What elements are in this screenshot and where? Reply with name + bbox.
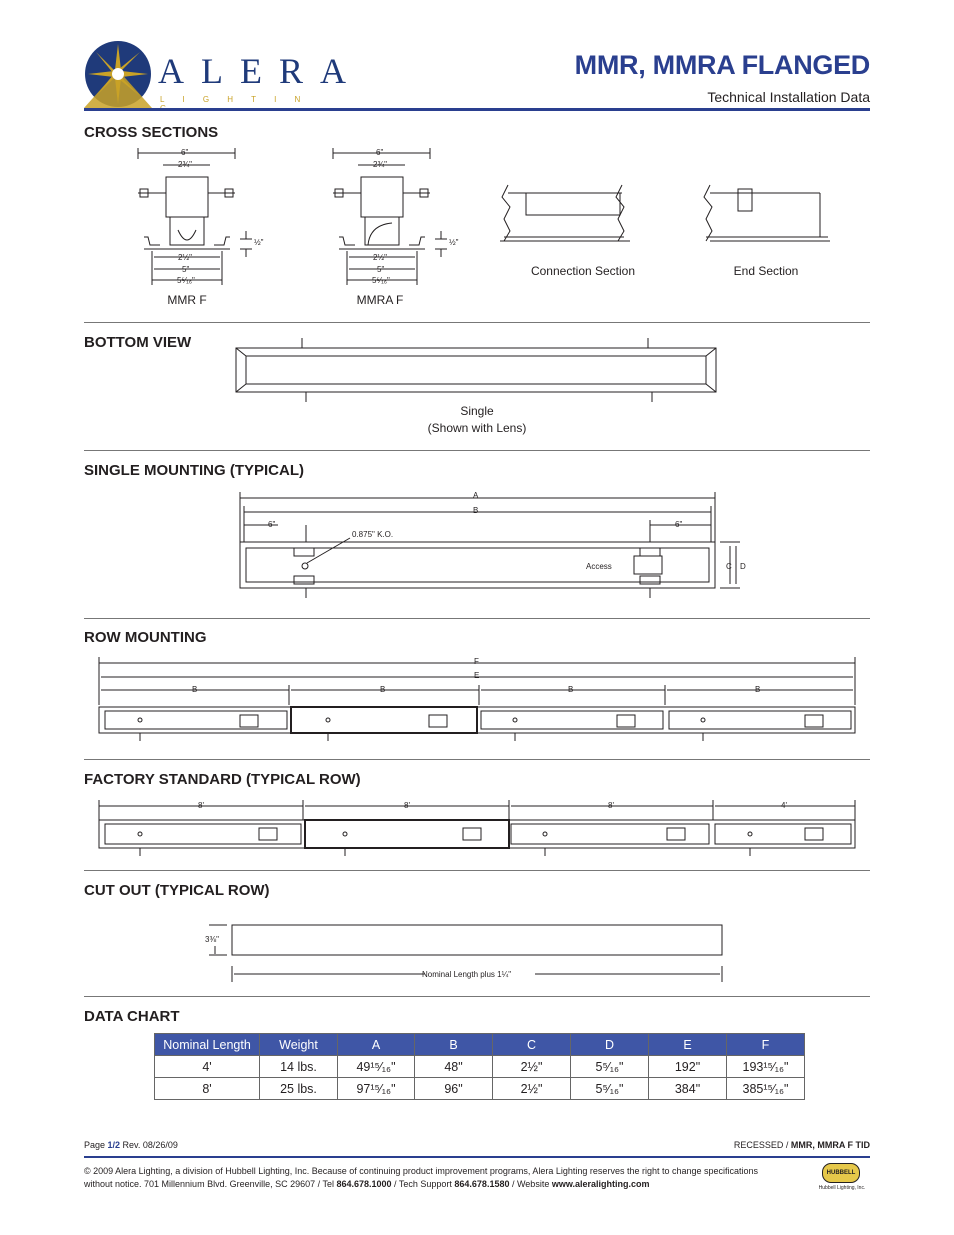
- copyright: [84, 1165, 784, 1191]
- row-seg-b-1: B: [192, 685, 198, 694]
- dim-a: A: [473, 491, 479, 500]
- divider: [84, 618, 870, 619]
- revision: Rev. 08/26/09: [120, 1140, 178, 1150]
- table-row: [155, 1056, 805, 1078]
- mmra-dim-2-half: 2½": [373, 253, 387, 262]
- data-chart-table: [154, 1033, 805, 1100]
- mmra-f-label: MMRA F: [356, 293, 404, 307]
- col-nominal-length: Nominal Length: [155, 1034, 260, 1056]
- hubbell-logo-sub: Hubbell Lighting, Inc.: [818, 1185, 866, 1191]
- col-b: B: [415, 1034, 493, 1056]
- col-e: E: [649, 1034, 727, 1056]
- col-d: D: [571, 1034, 649, 1056]
- factory-seg-1: 8': [198, 801, 204, 810]
- single-mounting-heading: SINGLE MOUNTING (TYPICAL): [84, 462, 304, 479]
- hubbell-logo: [812, 1163, 872, 1195]
- dim-c: C: [726, 562, 732, 571]
- copyright-line-2: [84, 1178, 784, 1191]
- divider: [84, 759, 870, 760]
- mmr-dim-half: ½": [254, 238, 264, 247]
- col-c: C: [493, 1034, 571, 1056]
- table-cell: 192": [649, 1056, 727, 1078]
- table-cell: 5⁵⁄₁₆": [571, 1078, 649, 1100]
- table-header-row: [155, 1034, 805, 1056]
- table-cell: 4': [155, 1056, 260, 1078]
- cut-out-height: 3⅜": [205, 935, 219, 944]
- address-text: without notice. 701 Millennium Blvd. Greenville, SC 29607 / Tel: [84, 1179, 337, 1189]
- divider: [84, 450, 870, 451]
- row-seg-b-3: B: [568, 685, 574, 694]
- table-cell: 193¹⁵⁄₁₆": [727, 1056, 805, 1078]
- col-weight: Weight: [260, 1034, 338, 1056]
- header-rule: [84, 108, 870, 111]
- page-title: MMR, MMRA FLANGED: [574, 50, 870, 80]
- row-mounting-drawing: [95, 655, 860, 745]
- mmra-dim-5: 5": [377, 265, 385, 274]
- page-prefix: Page: [84, 1140, 108, 1150]
- page-subtitle: Technical Installation Data: [707, 89, 870, 105]
- data-chart-heading: DATA CHART: [84, 1008, 180, 1025]
- connection-section-label: Connection Section: [530, 264, 636, 278]
- row-mounting-heading: ROW MOUNTING: [84, 629, 207, 646]
- cross-sections-drawing: [130, 145, 870, 315]
- access-label: Access: [586, 562, 612, 571]
- cross-sections-heading: CROSS SECTIONS: [84, 124, 219, 141]
- doc-code-info: [600, 1140, 870, 1150]
- doc-code: MMR, MMRA F TID: [790, 1140, 870, 1150]
- mmr-dim-5-516: 5⁵⁄₁₆": [177, 276, 195, 285]
- tel-number: 864.678.1000: [336, 1179, 392, 1189]
- table-cell: 2½": [493, 1056, 571, 1078]
- mmra-dim-2-34: 2¾": [373, 160, 387, 169]
- copyright-line-1: © 2009 Alera Lighting, a division of Hubbell Lighting, Inc. Because of continuing product improvement programs, Alera Lighting reserves the right to change specifications: [84, 1166, 759, 1176]
- table-cell: 25 lbs.: [260, 1078, 338, 1100]
- mmra-dim-5-516: 5⁵⁄₁₆": [372, 276, 390, 285]
- table-cell: 385¹⁵⁄₁₆": [727, 1078, 805, 1100]
- factory-standard-drawing: [95, 798, 860, 858]
- footer-rule: [84, 1156, 870, 1158]
- table-cell: 96": [415, 1078, 493, 1100]
- tech-number: 864.678.1580: [454, 1179, 510, 1189]
- dim-6-right: 6": [675, 520, 683, 529]
- factory-standard-heading: FACTORY STANDARD (TYPICAL ROW): [84, 771, 361, 788]
- mmr-dim-5: 5": [182, 265, 190, 274]
- website-prefix: / Website: [509, 1179, 552, 1189]
- hubbell-logo-mark: HUBBELL: [822, 1163, 860, 1183]
- cut-out-length: Nominal Length plus 1¼": [422, 970, 512, 979]
- table-row: [155, 1078, 805, 1100]
- row-seg-b-2: B: [380, 685, 386, 694]
- tech-prefix: / Tech Support: [391, 1179, 455, 1189]
- knockout-label: 0.875" K.O.: [352, 530, 394, 539]
- mmr-f-label: MMR F: [167, 293, 207, 307]
- dim-d: D: [740, 562, 746, 571]
- col-a: A: [338, 1034, 415, 1056]
- brand-name: ALERA: [158, 51, 363, 91]
- factory-seg-3: 8': [608, 801, 614, 810]
- mmr-dim-2-34: 2¾": [178, 160, 192, 169]
- table-cell: 14 lbs.: [260, 1056, 338, 1078]
- page-number: 1/2: [107, 1140, 121, 1150]
- brand-sub: L I G H T I N: [160, 95, 309, 104]
- factory-seg-2: 8': [404, 801, 410, 810]
- divider: [84, 322, 870, 323]
- end-section-label: End Section: [733, 264, 799, 278]
- bottom-view-caption-1: Single: [460, 404, 494, 418]
- bottom-view-caption-2: (Shown with Lens): [427, 421, 527, 435]
- dim-f: F: [474, 657, 479, 666]
- col-f: F: [727, 1034, 805, 1056]
- alera-logo: [84, 40, 363, 108]
- page-info: [84, 1140, 178, 1150]
- factory-seg-4: 4': [781, 801, 787, 810]
- mmra-dim-half: ½": [449, 238, 459, 247]
- mmr-dim-2-half: 2½": [178, 253, 192, 262]
- single-mounting-drawing: [230, 490, 760, 600]
- bottom-view-drawing: [230, 338, 725, 408]
- divider: [84, 870, 870, 871]
- row-seg-b-4: B: [755, 685, 761, 694]
- category: RECESSED /: [733, 1140, 791, 1150]
- table-cell: 5⁵⁄₁₆": [571, 1056, 649, 1078]
- divider: [84, 996, 870, 997]
- mmra-dim-6: 6": [376, 148, 384, 157]
- table-cell: 97¹⁵⁄₁₆": [338, 1078, 415, 1100]
- table-cell: 8': [155, 1078, 260, 1100]
- dim-b: B: [473, 506, 479, 515]
- table-cell: 384": [649, 1078, 727, 1100]
- bottom-view-heading: BOTTOM VIEW: [84, 334, 192, 351]
- cut-out-heading: CUT OUT (TYPICAL ROW): [84, 882, 270, 899]
- table-cell: 49¹⁵⁄₁₆": [338, 1056, 415, 1078]
- website-link[interactable]: www.aleralighting.com: [551, 1179, 650, 1189]
- table-cell: 48": [415, 1056, 493, 1078]
- dim-e: E: [474, 671, 480, 680]
- mmr-dim-6: 6": [181, 148, 189, 157]
- table-cell: 2½": [493, 1078, 571, 1100]
- dim-6-left: 6": [268, 520, 276, 529]
